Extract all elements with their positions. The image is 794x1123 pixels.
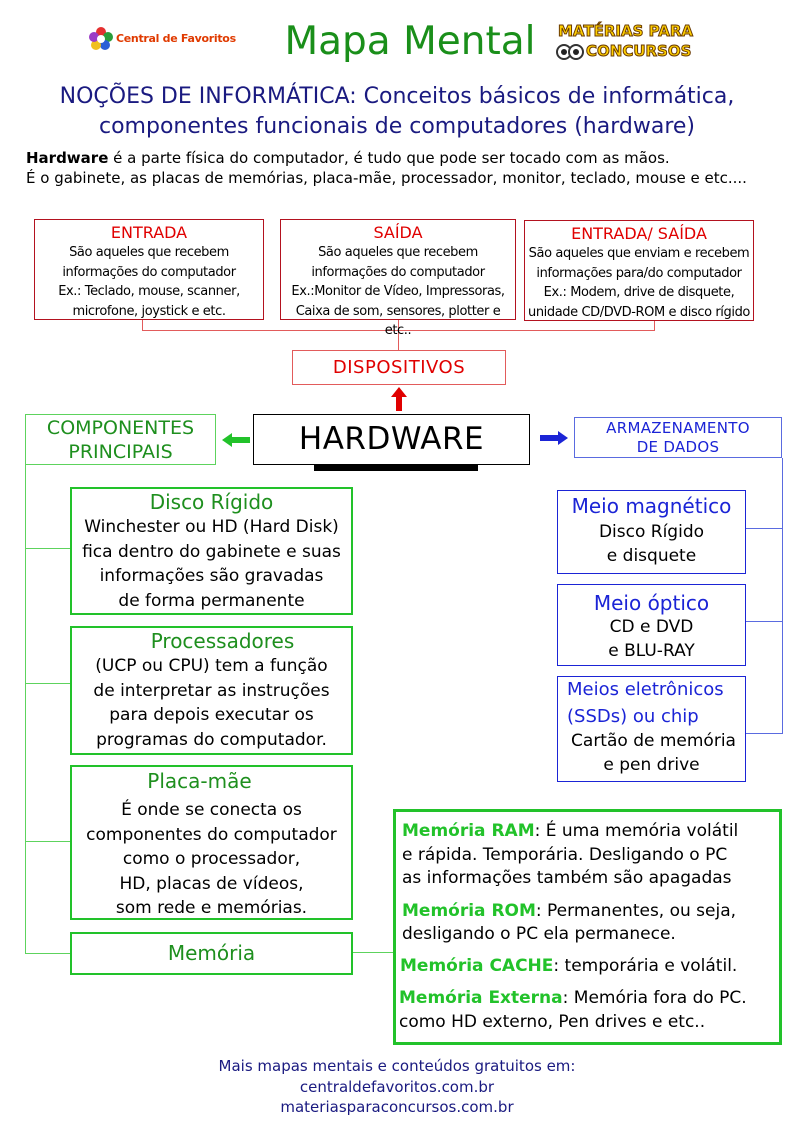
memoria-rom-key: Memória ROM <box>402 900 536 921</box>
componentes-line2: PRINCIPAIS <box>68 441 173 463</box>
logo-left-text: Central de Favoritos <box>116 32 236 45</box>
box-tipos-de-memoria <box>393 809 782 1045</box>
memoria-rom <box>402 900 779 924</box>
subtitle <box>0 82 794 142</box>
arrow-up-icon <box>391 387 407 411</box>
disco-line2: fica dentro do gabinete e suas <box>82 541 341 562</box>
placa-line2: componentes do computador <box>86 824 337 845</box>
green-branch-placa <box>25 841 71 842</box>
eletronico-line2: e pen drive <box>603 754 700 775</box>
memoria-cache-key: Memória CACHE <box>400 955 554 976</box>
magnetico-line2: e disquete <box>606 545 697 566</box>
entrada-line2: informações do computador <box>62 264 236 280</box>
processadores-line4: programas do computador. <box>96 729 327 750</box>
arrow-left-icon <box>222 433 250 447</box>
dispositivos-label: DISPOSITIVOS <box>332 357 466 378</box>
entrada-saida-line3: Ex.: Modem, drive de disquete, <box>543 285 735 300</box>
intro-line1: é a parte física do computador, é tudo que pode ser tocado com as mãos. <box>108 149 670 167</box>
green-branch-processadores <box>25 683 71 684</box>
entrada-saida-line2: informações para/do computador <box>536 265 742 281</box>
entrada-line4: microfone, joystick e etc. <box>72 303 226 319</box>
box-componentes-principais <box>25 414 216 465</box>
green-branch-disco <box>25 548 71 549</box>
saida-line2: informações do computador <box>311 264 485 280</box>
saida-title: SAÍDA <box>373 223 423 242</box>
box-processadores <box>70 626 353 755</box>
entrada-title: ENTRADA <box>110 223 188 242</box>
intro-bold: Hardware <box>26 149 109 167</box>
memoria-ram-key: Memória RAM <box>402 821 535 841</box>
box-meio-magnetico <box>557 490 746 574</box>
memoria-cache-text1: : temporária e volátil. <box>553 955 738 976</box>
memoria-ram-text1: : É uma memória volátil <box>534 821 739 841</box>
box-meio-optico <box>557 584 746 666</box>
processadores-title: Processadores <box>150 629 295 653</box>
processadores-line3: para depois executar os <box>109 705 314 725</box>
magnetico-line1: Disco Rígido <box>598 522 705 542</box>
subtitle-line1: NOÇÕES DE INFORMÁTICA: Conceitos básicos de informática, <box>59 84 735 109</box>
disco-title: Disco Rígido <box>149 490 274 514</box>
placa-line4: HD, placas de vídeos, <box>119 873 304 894</box>
owl-icon <box>556 42 584 62</box>
placa-line5: som rede e memórias. <box>115 898 308 918</box>
star-flower-icon <box>88 26 114 52</box>
componentes-line1: COMPONENTES <box>46 417 195 439</box>
memoria-ram-text3: as informações também são apagadas <box>402 868 732 888</box>
memoria-externa-text2: como HD externo, Pen drives e etc.. <box>399 1011 706 1032</box>
entrada-line3: Ex.: Teclado, mouse, scanner, <box>58 284 240 299</box>
disco-line1: Winchester ou HD (Hard Disk) <box>84 517 339 537</box>
eletronico-line1: Cartão de memória <box>571 731 736 751</box>
box-disco-rigido <box>70 487 353 615</box>
green-link-memorias <box>353 952 394 953</box>
arrow-right-icon <box>540 431 568 445</box>
processadores-line1: (UCP ou CPU) tem a função <box>95 656 328 676</box>
memoria-rom-text2: desligando o PC ela permanece. <box>402 924 676 944</box>
blue-branch-magnetico <box>746 528 783 529</box>
placa-line1: É onde se conecta os <box>121 800 302 820</box>
memoria-cache <box>400 955 779 979</box>
subtitle-line2: componentes funcionais de computadores (hardware) <box>99 114 695 139</box>
entrada-saida-line4: unidade CD/DVD-ROM e disco rígido <box>528 304 750 320</box>
intro-text <box>26 148 794 188</box>
connector-entrada <box>142 320 143 330</box>
box-meios-eletronicos <box>557 676 746 782</box>
hardware-label: HARDWARE <box>298 421 485 457</box>
logo-right-line2: CONCURSOS <box>586 42 692 60</box>
optico-title: Meio óptico <box>593 591 710 615</box>
box-armazenamento <box>574 417 782 458</box>
blue-branch-optico <box>746 621 783 622</box>
saida-line3: Ex.:Monitor de Vídeo, Impressoras, <box>291 284 505 299</box>
armazenamento-line2: DE DADOS <box>636 438 720 456</box>
memoria-rom-text1: : Permanentes, ou seja, <box>535 900 737 921</box>
intro-line2: É o gabinete, as placas de memórias, placa-mãe, processador, monitor, teclado, mouse e etc.... <box>26 169 747 187</box>
entrada-saida-line1: São aqueles que enviam e recebem <box>528 246 750 261</box>
disco-line4: de forma permanente <box>118 590 305 611</box>
placa-line3: como o processador, <box>122 849 301 869</box>
box-dispositivos <box>292 350 506 385</box>
green-branch-memoria <box>25 953 71 954</box>
eletronico-title-line1: Meios eletrônicos <box>567 679 724 700</box>
entrada-line1: São aqueles que recebem <box>69 245 229 260</box>
hardware-underline-shadow <box>314 465 478 471</box>
disco-line3: informações são gravadas <box>99 566 324 586</box>
logo-materias-para-concursos <box>556 22 696 66</box>
memoria-title: Memória <box>167 941 256 965</box>
footer-line1: Mais mapas mentais e conteúdos gratuitos em: <box>218 1057 576 1075</box>
memoria-ram <box>402 820 779 844</box>
box-entrada-saida <box>524 220 754 321</box>
box-memoria <box>70 932 353 975</box>
green-trunk <box>25 465 26 954</box>
connector-entrada-saida <box>654 321 655 330</box>
memoria-externa-text1: : Memória fora do PC. <box>562 988 747 1008</box>
magnetico-title: Meio magnético <box>571 494 732 518</box>
saida-line1: São aqueles que recebem <box>318 245 478 260</box>
saida-line4: Caixa de som, sensores, plotter e etc.. <box>295 303 501 338</box>
memoria-externa <box>399 987 779 1011</box>
optico-line1: CD e DVD <box>609 617 694 637</box>
optico-line2: e BLU-RAY <box>608 640 695 661</box>
blue-trunk <box>782 458 783 734</box>
placa-title: Placa-mãe <box>147 769 252 793</box>
entrada-saida-title: ENTRADA/ SAÍDA <box>571 224 707 243</box>
logo-right-line1: MATÉRIAS PARA <box>558 22 693 40</box>
box-entrada <box>34 219 264 320</box>
memoria-externa-key: Memória Externa <box>399 988 563 1008</box>
footer-link-materias[interactable]: materiasparaconcursos.com.br <box>280 1098 514 1116</box>
page-title: Mapa Mental <box>284 19 536 64</box>
processadores-line2: de interpretar as instruções <box>93 680 330 701</box>
eletronico-title-line2: (SSDs) ou chip <box>567 706 699 727</box>
box-placa-mae <box>70 765 353 920</box>
box-saida <box>280 219 516 338</box>
logo-central-de-favoritos <box>88 28 263 52</box>
armazenamento-line1: ARMAZENAMENTO <box>606 419 750 437</box>
footer-link-central[interactable]: centraldefavoritos.com.br <box>299 1077 495 1096</box>
box-hardware <box>253 414 530 465</box>
blue-branch-eletronico <box>746 733 783 734</box>
memoria-ram-text2: e rápida. Temporária. Desligando o PC <box>402 844 728 865</box>
footer <box>0 1056 794 1118</box>
